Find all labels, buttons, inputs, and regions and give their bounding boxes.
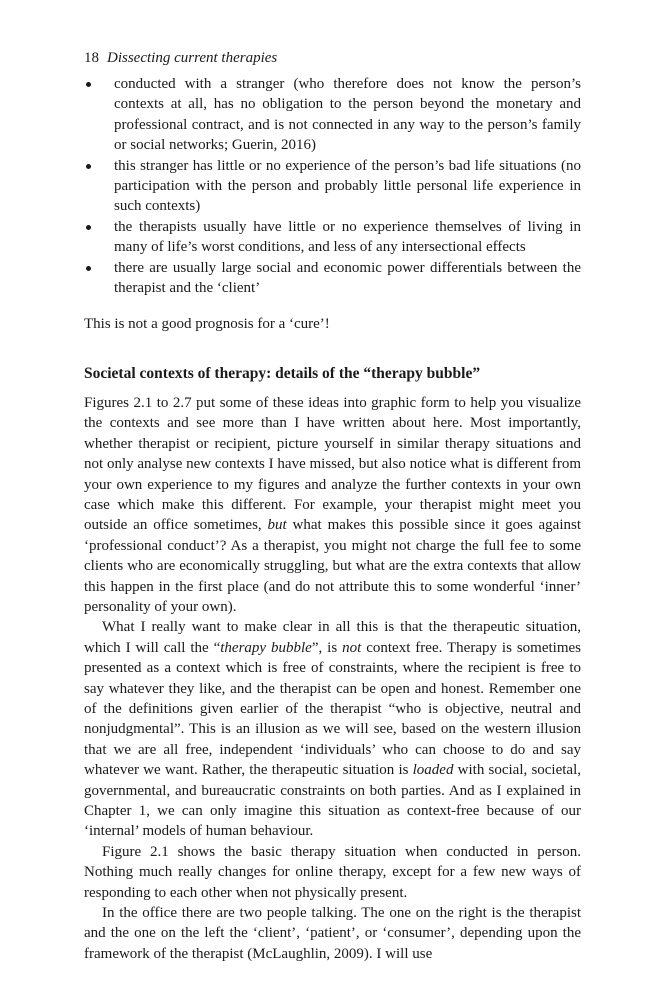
bullet-icon	[86, 225, 91, 230]
list-item: conducted with a stranger (who therefore does not know the person’s contexts at all, has no obligation to the person beyond the monetary and professional contract, and is not connected in any way to the person’s family or social networks; Guerin, 2016)	[84, 74, 581, 156]
bullet-icon	[86, 82, 91, 87]
book-page	[84, 48, 581, 964]
list-item: the therapists usually have little or no experience themselves of living in many of life’s worst conditions, and less of any intersectional effects	[84, 217, 581, 258]
paragraph-1: Figures 2.1 to 2.7 put some of these ideas into graphic form to help you visualize the contexts and see more than I have written about here. Most importantly, whether therapist or recipient, picture yourself in similar therapy situations and not only analyse new contexts I have missed, but also notice what is different from your own experience to my figures and analyze the further contexts in your own case which make this different. For example, your therapist might meet you outside an office sometimes, but what makes this possible since it goes against ‘professional conduct’? As a therapist, you might not charge the full fee to some clients who are economically struggling, but what are the extra contexts that allow this happen in the first place (and do not attribute this to some wonderful ‘inner’ personality of your own).	[84, 394, 581, 615]
paragraph-4: In the office there are two people talking. The one on the right is the therapist and the one on the left the ‘client’, ‘patient’, or ‘consumer’, depending upon the framework of the therapist (McLaughlin, 2009). I will use	[84, 905, 581, 962]
running-head-title: Dissecting current therapies	[107, 50, 278, 66]
running-head	[84, 48, 581, 68]
closing-line: This is not a good prognosis for a ‘cure’!	[84, 316, 330, 333]
bullet-list	[84, 74, 581, 298]
bullet-icon	[86, 164, 91, 169]
list-item: there are usually large social and economic power differentials between the therapist and the ‘client’	[84, 258, 581, 299]
section-heading: Societal contexts of therapy: details of the “therapy bubble”	[84, 364, 481, 382]
list-item: this stranger has little or no experience of the person’s bad life situations (no participation with the person and probably little personal life experience in such contexts)	[84, 156, 581, 217]
paragraph-3: Figure 2.1 shows the basic therapy situation when conducted in person. Nothing much really changes for online therapy, except for a few new ways of responding to each other when not physically present.	[84, 843, 581, 901]
page-number: 18	[84, 50, 99, 66]
paragraph-2: What I really want to make clear in all this is that the therapeutic situation, which I will call the “therapy bubble”, is not context free. Therapy is sometimes presented as a context which is free of constraints, where the recipient is free to say whatever they like, and the therapist can be open and honest. Remember one of the definitions given earlier of the therapist “who is objective, neutral and nonjudgmental”. This is an illusion as we will see, based on the western illusion that we are all free, independent ‘individuals’ who can choose to do and say whatever we want. Rather, the therapeutic situation is loaded with social, societal, governmental, and bureaucratic constraints on both parties. And as I explained in Chapter 1, we can only imagine this situation as context-free because of our ‘internal’ models of human behaviour.	[84, 619, 582, 840]
bullet-icon	[86, 266, 91, 271]
